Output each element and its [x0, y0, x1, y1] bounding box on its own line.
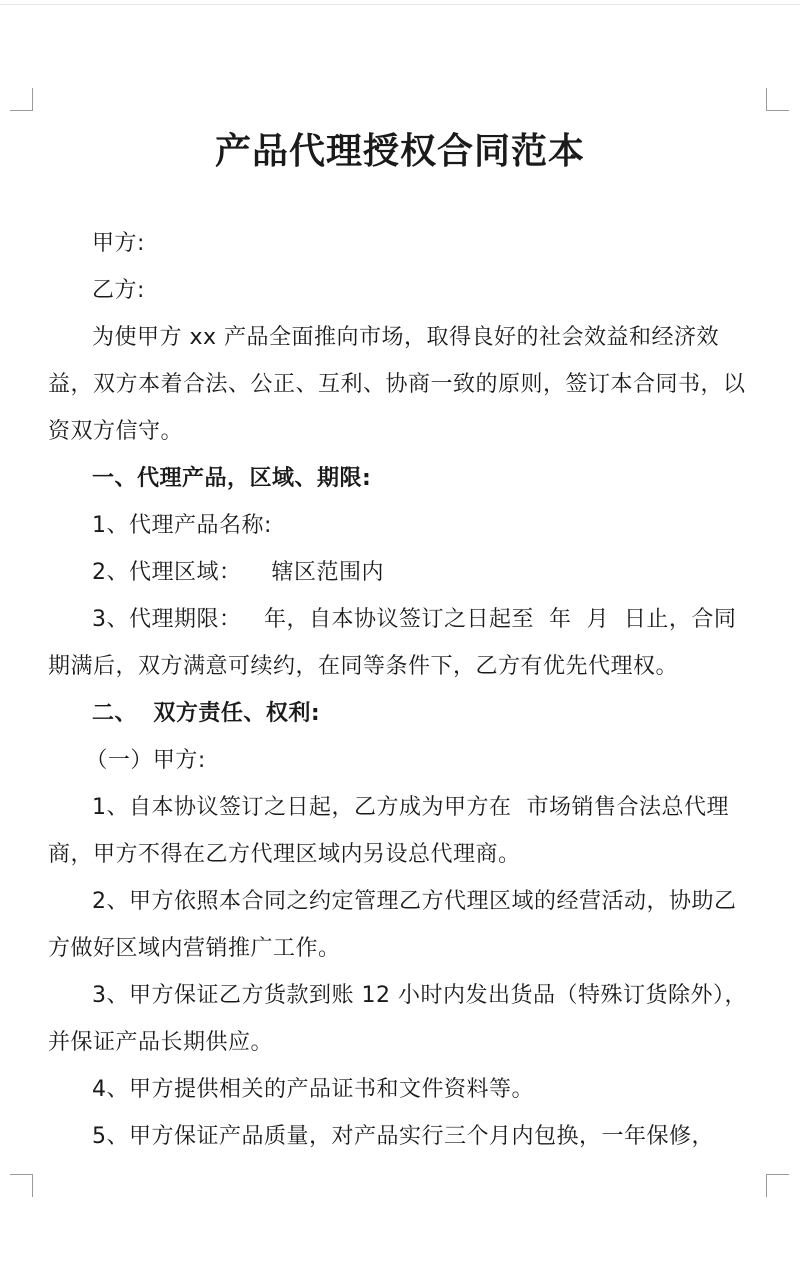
page-top-edge — [0, 4, 800, 5]
clause-party-a-5: 5、甲方保证产品质量，对产品实行三个月内包换，一年保修， — [92, 1124, 714, 1149]
clause-party-a-3: 3、甲方保证乙方货款到账 12 小时内发出货品（特殊订货除外），并保证产品长期供应。 — [48, 983, 747, 1055]
clause-party-a-1: 1、自本协议签订之日起，乙方成为甲方在 市场销售合法总代理商，甲方不得在乙方代理区域内另设总代理商。 — [48, 795, 729, 867]
subsection-heading-party-a: （一）甲方: — [85, 748, 206, 773]
party-b-line: 乙方: — [92, 278, 145, 303]
crop-mark-top-left — [10, 88, 33, 111]
document-title: 产品代理授权合同范本 — [214, 131, 585, 172]
clause-product-name: 1、代理产品名称: — [92, 513, 272, 538]
crop-mark-bottom-left — [10, 1174, 33, 1197]
clause-agency-term: 3、代理期限： 年，自本协议签订之日起至 年 月 日止，合同期满后，双方满意可续约，在同等条件下，乙方有优先代理权。 — [48, 607, 737, 679]
clause-party-a-4: 4、甲方提供相关的产品证书和文件资料等。 — [92, 1077, 534, 1102]
section-heading-1: 一、代理产品，区域、期限: — [92, 466, 372, 491]
clause-party-a-2: 2、甲方依照本合同之约定管理乙方代理区域的经营活动，协助乙方做好区域内营销推广工作。 — [48, 889, 737, 961]
crop-mark-bottom-right — [766, 1174, 789, 1197]
clause-agency-region: 2、代理区域： 辖区范围内 — [92, 560, 384, 585]
party-a-line: 甲方: — [92, 231, 145, 256]
document-body — [48, 124, 752, 1160]
crop-mark-top-right — [766, 88, 789, 111]
preamble-paragraph: 为使甲方 xx 产品全面推向市场，取得良好的社会效益和经济效益，双方本着合法、公正、互利、协商一致的原则，签订本合同书，以资双方信守。 — [48, 325, 746, 444]
section-heading-2: 二、 双方责任、权利: — [92, 701, 321, 726]
